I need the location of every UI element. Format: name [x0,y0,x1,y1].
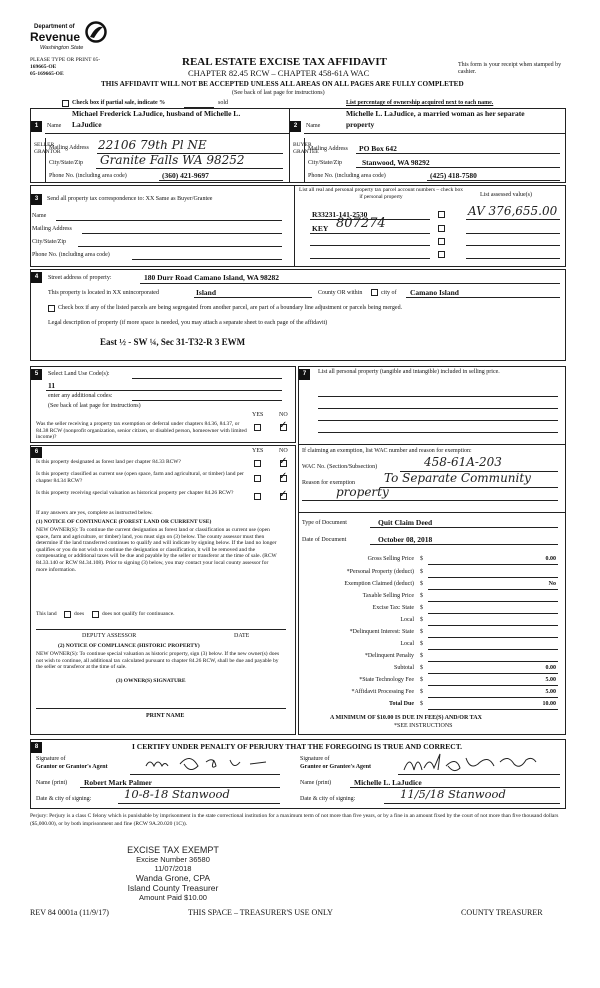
buyer-phone[interactable]: (425) 418-7580 [430,171,477,180]
does-not-label: does not qualify for continuance. [102,611,175,617]
stamp-line-6: Amount Paid $10.00 [139,893,207,902]
grantor-name-label: Name (print) [36,780,68,786]
doc-id-2: 05-169665-OE [30,71,64,77]
county-treasurer-label: COUNTY TREASURER [461,908,543,917]
tax-row-dollar: $ [420,593,423,599]
buyer-side-label: BUYER GRANTEE [293,142,319,155]
doc-type[interactable]: Quit Claim Deed [378,518,433,527]
stamp-line-4: Wanda Grone, CPA [135,873,211,883]
deputy-assessor-label: DEPUTY ASSESSOR [82,633,137,639]
grantor-sig-label-1: Signature of [36,756,66,762]
revenue-logo-icon [84,21,108,43]
tax-row-label: Local [400,641,414,647]
reason-label: Reason for exemption [302,480,355,486]
reason-line1[interactable]: To Separate Community [384,471,531,485]
tax-row-value[interactable]: 10.00 [542,701,556,707]
tax-row-dollar: $ [420,617,423,623]
tax-row-value[interactable]: 0.00 [545,665,556,671]
corr-phone-label: Phone No. (including area code) [32,252,110,258]
tax-row-label: *State Technology Fee [359,677,414,683]
notice-compliance-text: NEW OWNER(S): To continue special valuation as historic property, sign (3) below. If the new owner(s) does not wish to continue, all additional tax calculated pursuant to chapter 84.26 RCW, shall be due and payable by the seller or transferor at the time of sale. [36,651,280,671]
parcel-header: List all real and personal property tax parcel account numbers – check box if personal property [298,187,464,200]
seller-phone[interactable]: (360) 421-9697 [162,171,209,180]
does-checkbox[interactable] [64,611,71,618]
buyer-mailing-label: Mailing Address [308,146,348,152]
tax-row-label: *Delinquent Interest: State [349,629,414,635]
property-street[interactable]: 180 Durr Road Camano Island, WA 98282 [144,273,279,282]
seller-city[interactable]: Granite Falls WA 98252 [100,153,245,167]
section-5-badge: 5 [31,369,42,380]
corr-city-label: City/State/Zip [32,239,66,245]
corr-mailing-label: Mailing Address [32,226,72,232]
washington-state: Washington State [40,45,84,51]
legal-description[interactable]: East ½ - SW ¼, Sec 31-T32-R 3 EWM [100,337,246,347]
grantee-sig-label-2: Grantee or Grantee's Agent [300,764,372,770]
exemption-no-check-mark: ✓ [279,420,288,431]
see-back-header: (See back of last page for instructions) [232,90,325,96]
exemption-yes-checkbox[interactable] [254,424,261,431]
seller-mailing[interactable]: 22106 79th Pl NE [98,138,207,152]
seller-name-line2: LaJudice [72,120,102,129]
section-8-badge: 8 [31,742,42,753]
tax-row-dollar: $ [420,641,423,647]
reason-line2[interactable]: property [336,485,389,499]
tax-row-label: Total Due [389,701,414,707]
correspondence-label: Send all property tax correspondence to: XX Same as Buyer/Grantee [47,196,213,202]
tax-row-dollar: $ [420,629,423,635]
tax-row-label: *Affidavit Processing Fee [351,689,414,695]
forest-section [30,445,296,735]
tax-row-value[interactable]: No [548,581,556,587]
grantor-sig-label-2: Grantor or Grantor's Agent [36,764,108,770]
seller-mailing-label: Mailing Address [49,145,89,151]
tax-row-dollar: $ [420,581,423,587]
tax-row-dollar: $ [420,701,423,707]
assessed-header: List assessed value(s) [480,192,532,198]
grantor-name[interactable]: Robert Mark Palmer [84,778,152,787]
segregated-label: Check box if any of the listed parcels are being segregated from another parcel, are part of a boundary line adjustment or parcels being merged. [58,305,403,311]
forest-q2-yes-checkbox[interactable] [254,475,261,482]
property-city[interactable]: Camano Island [410,288,459,297]
section-1-badge: 1 [31,121,42,132]
located-in-label: This property is located in XX unincorporated [48,290,159,296]
grantee-name[interactable]: Michelle L. LaJudice [354,778,422,787]
forest-q3-no-check-mark: ✓ [279,489,288,500]
land-use-no-header: NO [279,412,288,418]
grantor-date-city[interactable]: 10-8-18 Stanwood [124,787,230,801]
tax-row-label: Excise Tax: State [372,605,414,611]
grantor-signature[interactable] [140,752,280,774]
dept-of: Department of [34,24,75,30]
tax-row-dollar: $ [420,665,423,671]
sold-label: sold [218,100,229,106]
grantee-sig-label-1: Signature of [300,756,330,762]
key-label: KEY [312,224,329,233]
tax-row-label: Subtotal [393,665,414,671]
treasurer-use-label: THIS SPACE – TREASURER'S USE ONLY [188,908,333,917]
notice-compliance-title: (2) NOTICE OF COMPLIANCE (HISTORIC PROPERTY) [58,643,200,649]
tax-row-value[interactable]: 5.00 [545,677,556,683]
doc-date-label: Date of Document [302,537,347,543]
section-4-badge: 4 [31,272,42,283]
tax-row-dollar: $ [420,605,423,611]
legal-desc-label: Legal description of property (if more space is needed, you may attach a separate sheet to each page of the affidavit) [48,320,328,326]
seller-name-label: Name [47,123,62,129]
seller-phone-label: Phone No. (including area code) [49,173,127,179]
additional-codes-label: enter any additional codes: [48,393,113,399]
see-instructions-note: *SEE INSTRUCTIONS [394,723,453,729]
receipt-note: This form is your receipt when stamped by cashier. [458,62,562,75]
does-not-checkbox[interactable] [92,611,99,618]
grantee-date-city[interactable]: 11/5/18 Stanwood [400,787,506,801]
forest-q3: Is this property receiving special valuation as historical property per chapter 84.26 RCW? [36,490,234,496]
forest-q1: Is this property designated as forest land per chapter 84.33 RCW? [36,459,181,465]
buyer-name-line2: property [346,120,375,129]
buyer-city-label: City/State/Zip [308,160,342,166]
stamp-line-5: Island County Treasurer [127,883,219,893]
grantee-name-label: Name (print) [300,780,332,786]
assessed-1[interactable]: AV 376,655.00 [468,204,558,218]
buyer-name-line1: Michelle L. LaJudice, a married woman as her separate [346,109,525,118]
if-any-yes: If any answers are yes, complete as instructed below. [36,510,153,516]
tax-row-value[interactable]: 0.00 [545,556,556,562]
tax-row-dollar: $ [420,569,423,575]
section-6-badge: 6 [31,447,42,458]
section-2-badge: 2 [290,121,301,132]
deputy-date-label: DATE [234,633,250,639]
ownership-header: List percentage of ownership acquired next to each name. [346,100,494,106]
partial-sale-checkbox[interactable] [62,100,69,107]
form-title: REAL ESTATE EXCISE TAX AFFIDAVIT [182,56,387,68]
forest-q2: Is this property classified as current use (open space, farm and agricultural, or timber) land per chapter 84.34 RCW? [36,471,244,484]
land-use-yes-header: YES [252,412,264,418]
parcel-1-personal-checkbox[interactable] [438,211,445,218]
perjury-notice: Perjury: Perjury is a class C felony which is punishable by imprisonment in the state correctional institution for a maximum term of not more than five years, or by a fine in an amount fixed by the court of not more than five thousand dollars ($5,000.00), or by both imprisonment and fine (RCW 9A.20.020 (1C)). [30,813,559,827]
parcel-2-personal-checkbox[interactable] [438,225,445,232]
seller-side-label: SELLER GRANTOR [34,142,61,155]
buyer-phone-label: Phone No. (including area code) [308,173,386,179]
tax-row-label: *Delinquent Penalty [364,653,414,659]
grantee-date-label: Date & city of signing: [300,796,356,802]
forest-q3-yes-checkbox[interactable] [254,493,261,500]
grantee-signature[interactable] [400,750,560,776]
tax-row-dollar: $ [420,677,423,683]
parcel-1[interactable]: R33231-141-2530 [312,210,368,219]
notice-continuance-title: (1) NOTICE OF CONTINUANCE (FOREST LAND OR CURRENT USE) [36,519,212,525]
does-label: does [74,611,85,617]
tax-row-value[interactable]: 5.00 [545,689,556,695]
seller-name-line1: Michael Frederick LaJudice, husband of Michelle L. [72,109,241,118]
exemption-header: If claiming an exemption, list WAC number and reason for exemption: [302,448,472,454]
tax-row-dollar: $ [420,689,423,695]
form-warning: THIS AFFIDAVIT WILL NOT BE ACCEPTED UNLESS ALL AREAS ON ALL PAGES ARE FULLY COMPLETED [101,80,464,88]
doc-type-label: Type of Document [302,520,347,526]
tax-row-dollar: $ [420,653,423,659]
please-type: PLEASE TYPE OR PRINT 05- [30,57,101,63]
buyer-mailing[interactable]: PO Box 642 [359,144,397,153]
personal-property-label: List all personal property (tangible and intangible) included in selling price. [318,369,500,375]
revenue-wordmark: Revenue [30,30,81,44]
doc-id-1: 169665-OE [30,64,57,70]
land-use-code[interactable]: 11 [48,381,56,390]
tax-row-dollar: $ [420,556,423,562]
forest-q1-no-check-mark: ✓ [279,456,288,467]
form-revision: REV 84 0001a (11/9/17) [30,908,109,917]
tax-row-label: *Personal Property (deduct) [346,569,414,575]
notice-continuance-text: NEW OWNER(S): To continue the current designation as forest land or classification as current use (open space, farm and agriculture, or timber) land, you must sign on (3) below. The county assessor must then determine if the land transferred continues to qualify and will indicate by signing below. If the land no longer qualifies or you do not wish to continue the designation or classification, it will be removed and the compensating or additional taxes will be due and payable by the seller or transferor at the time of sale. (RCW 84.33.140 or RCW 84.34.108). Prior to signing (3) below, you may contact your local county assessor for more information. [36,527,277,573]
street-label: Street address of property: [48,275,112,281]
this-land-label: This land [36,611,57,617]
land-use-label: Select Land Use Code(s): [48,371,110,377]
stamp-line-3: 11/07/2018 [154,864,192,873]
section-3-badge: 3 [31,194,42,205]
land-use-see-back: (See back of last page for instructions) [48,403,141,409]
minimum-due-note: A MINIMUM OF $10.00 IS DUE IN FEE(S) AND/OR TAX [330,715,482,721]
parcel-3-personal-checkbox[interactable] [438,238,445,245]
stamp-line-1: EXCISE TAX EXEMPT [127,845,219,855]
segregated-checkbox[interactable] [48,305,55,312]
stamp-line-2: Excise Number 36580 [136,855,210,864]
forest-no-header: NO [279,448,288,454]
tax-row-label: Gross Selling Price [367,556,414,562]
tax-row-label: Exemption Claimed (deduct) [344,581,414,587]
seller-city-label: City/State/Zip [49,160,83,166]
city-of-label: city of [381,290,397,296]
county-or-within-label: County OR within [318,290,363,296]
buyer-city[interactable]: Stanwood, WA 98292 [362,158,430,167]
tax-row-label: Taxable Selling Price [362,593,414,599]
forest-q2-no-check-mark: ✓ [279,471,288,482]
forest-yes-header: YES [252,448,264,454]
wac-label: WAC No. (Section/Subsection) [302,464,378,470]
tax-row-label: Local [400,617,414,623]
owner-signature-label: (3) OWNER(S) SIGNATURE [116,678,186,684]
property-county[interactable]: Island [196,288,217,297]
forest-q1-yes-checkbox[interactable] [254,460,261,467]
wac-number[interactable]: 458-61A-203 [424,455,502,469]
corr-name-label: Name [32,213,47,219]
buyer-name-label: Name [306,123,321,129]
exemption-question: Was the seller receiving a property tax exemption or deferral under chapters 84.36, 84.37, or 84.38 RCW (nonprofit organization, senior citizen, or disabled person, homeowner with limited income)? [36,421,247,440]
parcel-4-personal-checkbox[interactable] [438,251,445,258]
partial-sale-label: Check box if partial sale, indicate % [72,100,166,106]
city-of-checkbox[interactable] [371,289,378,296]
certify-statement: I CERTIFY UNDER PENALTY OF PERJURY THAT THE FOREGOING IS TRUE AND CORRECT. [132,742,463,751]
section-7-badge: 7 [299,369,310,380]
key-value[interactable]: 807274 [336,216,386,231]
print-name-label: PRINT NAME [146,713,185,719]
doc-date[interactable]: October 08, 2018 [378,535,433,544]
form-chapter: CHAPTER 82.45 RCW – CHAPTER 458-61A WAC [188,68,370,78]
grantor-date-label: Date & city of signing: [36,796,92,802]
